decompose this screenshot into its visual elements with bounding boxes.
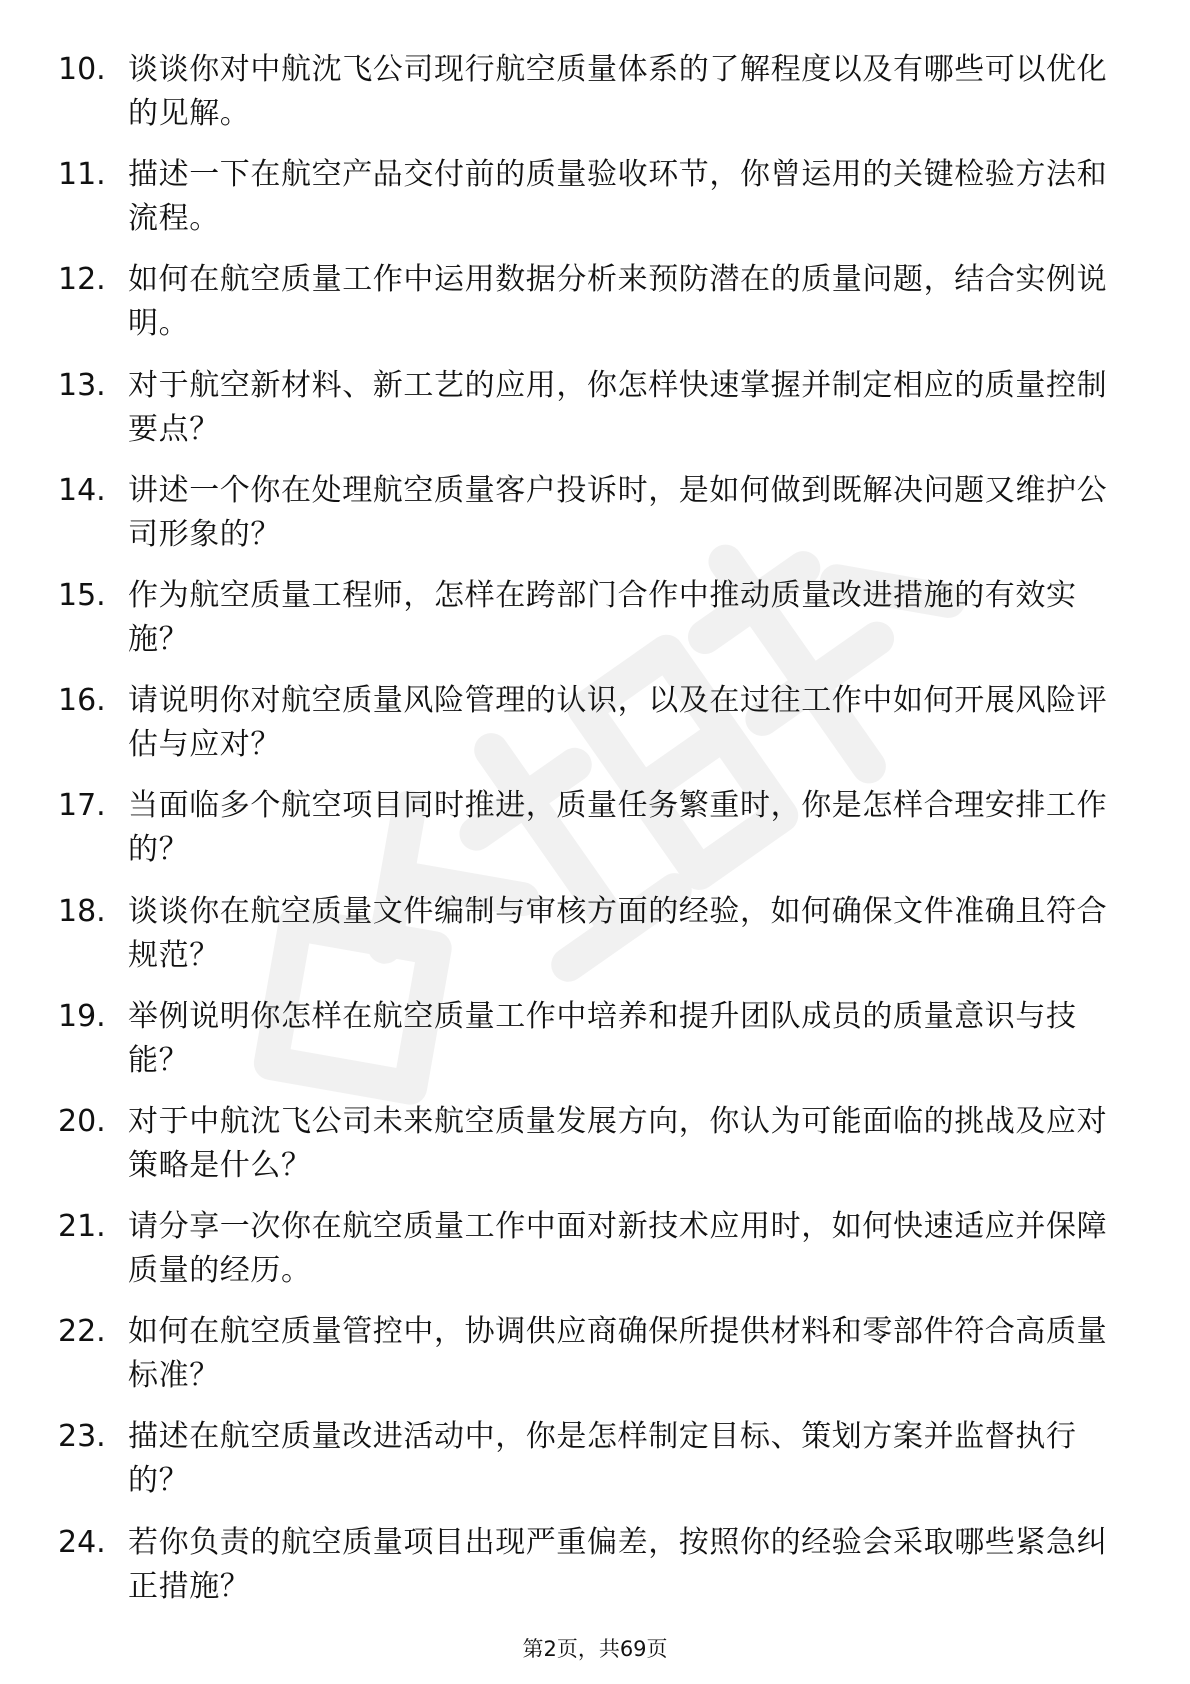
question-item [0, 364, 1190, 469]
question-number: 15. [58, 577, 106, 613]
question-text: 对于航空新材料、新工艺的应用，你怎样快速掌握并制定相应的质量控制要点？ [128, 367, 1108, 447]
question-number: 11. [58, 157, 106, 193]
question-list [0, 48, 1190, 1626]
question-item [0, 1100, 1190, 1205]
question-number: 24. [58, 1524, 106, 1560]
question-number: 14. [58, 472, 106, 508]
question-item [0, 890, 1190, 995]
question-item [0, 574, 1190, 679]
question-item [0, 469, 1190, 574]
question-item [0, 153, 1190, 258]
question-text: 谈谈你在航空质量文件编制与审核方面的经验，如何确保文件准确且符合规范？ [128, 893, 1108, 973]
question-item [0, 679, 1190, 784]
question-number: 23. [58, 1419, 106, 1455]
question-text: 谈谈你对中航沈飞公司现行航空质量体系的了解程度以及有哪些可以优化的见解。 [128, 52, 1108, 131]
question-number: 10. [58, 52, 106, 87]
question-number: 20. [58, 1103, 106, 1139]
question-text: 如何在航空质量管控中，协调供应商确保所提供材料和零部件符合高质量标准？ [128, 1314, 1108, 1394]
question-text: 描述一下在航空产品交付前的质量验收环节，你曾运用的关键检验方法和流程。 [128, 157, 1108, 237]
question-text: 如何在航空质量工作中运用数据分析来预防潜在的质量问题，结合实例说明。 [128, 262, 1108, 342]
question-item [0, 1205, 1190, 1310]
question-number: 19. [58, 998, 106, 1034]
question-text: 请分享一次你在航空质量工作中面对新技术应用时，如何快速适应并保障质量的经历。 [128, 1209, 1108, 1289]
question-text: 讲述一个你在处理航空质量客户投诉时，是如何做到既解决问题又维护公司形象的？ [128, 472, 1108, 552]
question-item [0, 1310, 1190, 1415]
question-number: 22. [58, 1314, 106, 1350]
question-item [0, 258, 1190, 363]
question-text: 举例说明你怎样在航空质量工作中培养和提升团队成员的质量意识与技能？ [128, 998, 1077, 1078]
question-number: 12. [58, 262, 106, 298]
question-item [0, 1521, 1190, 1626]
question-text: 若你负责的航空质量项目出现严重偏差，按照你的经验会采取哪些紧急纠正措施？ [128, 1524, 1108, 1604]
question-number: 17. [58, 788, 106, 824]
page-footer [0, 1634, 1190, 1664]
question-text: 作为航空质量工程师，怎样在跨部门合作中推动质量改进措施的有效实施？ [128, 577, 1077, 657]
question-item [0, 995, 1190, 1100]
question-number: 21. [58, 1209, 106, 1245]
question-item [0, 1415, 1190, 1520]
question-item [0, 48, 1190, 153]
question-item [0, 784, 1190, 889]
question-text: 请说明你对航空质量风险管理的认识，以及在过往工作中如何开展风险评估与应对？ [128, 683, 1108, 763]
page-number-label: 第2页，共69页 [522, 1637, 668, 1661]
question-text: 描述在航空质量改进活动中，你是怎样制定目标、策划方案并监督执行的？ [128, 1419, 1077, 1499]
question-text: 对于中航沈飞公司未来航空质量发展方向，你认为可能面临的挑战及应对策略是什么？ [128, 1103, 1108, 1183]
question-number: 18. [58, 893, 106, 929]
question-number: 16. [58, 683, 106, 719]
question-text: 当面临多个航空项目同时推进，质量任务繁重时，你是怎样合理安排工作的？ [128, 788, 1108, 868]
question-number: 13. [58, 367, 106, 403]
